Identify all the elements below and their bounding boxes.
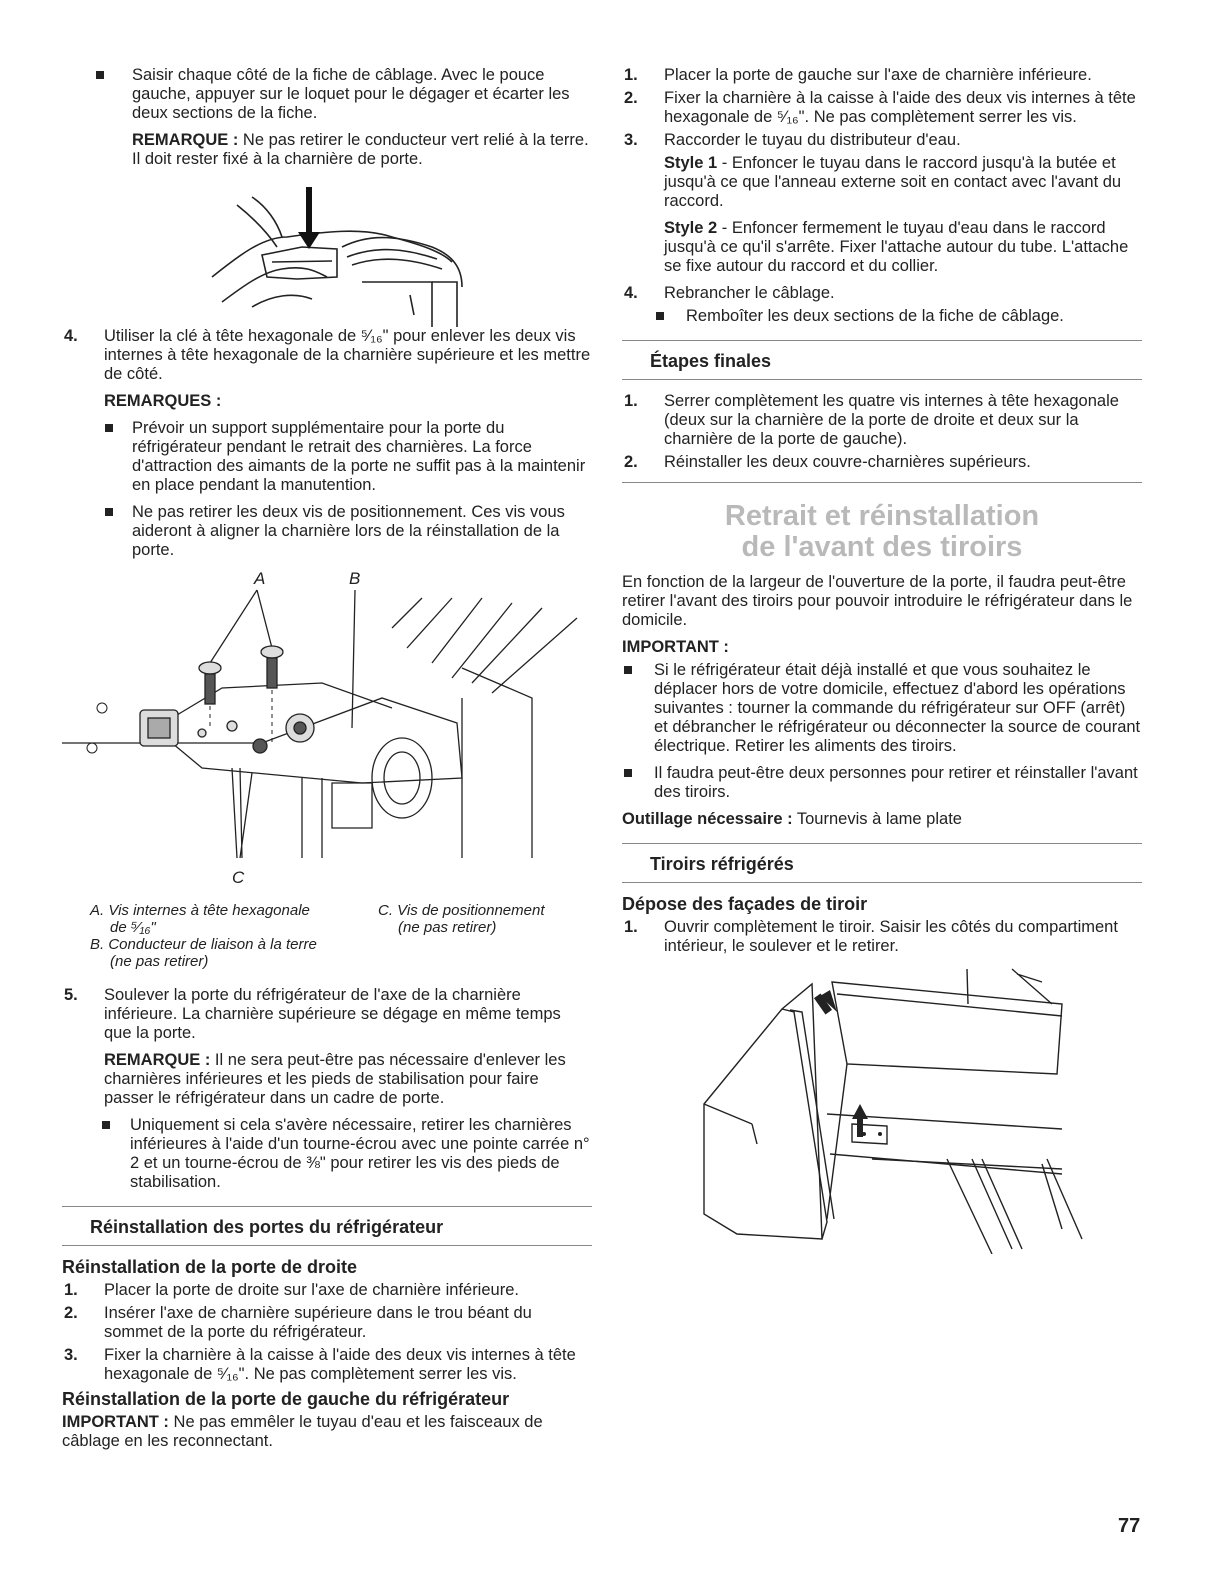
figure-caption	[62, 902, 592, 986]
remarques-heading: REMARQUES :	[104, 392, 222, 410]
remark-support: Prévoir un support supplémentaire pour la porte du réfrigérateur pendant le retrait des charnières. La force d'attraction des aimants de la porte ne suffit pas à la maintenir en place pendant la manutention.	[62, 419, 592, 495]
heading-right-door: Réinstallation de la porte de droite	[62, 1257, 358, 1277]
step-5: 5. Soulever la porte du réfrigérateur de l'axe de la charnière inférieure. La charnière supérieure se dégage en même temps que la porte.	[64, 986, 561, 1042]
important-bullet-1: Si le réfrigérateur était déjà installé et que vous souhaitez le déplacer hors de votre domicile, effectuez d'abord les opérations suivantes : tourner la commande du réfrigérateur sur OFF (arrêt) et débrancher le réfrigérateur ou déconnecter la source de courant électrique. Retirer les aliments des tiroirs.	[622, 661, 1142, 756]
important-left-door: IMPORTANT : Ne pas emmêler le tuyau d'eau et les faisceaux de câblage en les reconnectant.	[62, 1413, 543, 1450]
hinge-illustration	[62, 568, 592, 898]
drawer-step-1: 1. Ouvrir complètement le tiroir. Saisir les côtés du compartiment intérieur, le soulever et le retirer.	[624, 918, 1118, 955]
remark-screws: Ne pas retirer les deux vis de positionnement. Ces vis vous aideront à aligner la charnière lors de la réinstallation de la porte.	[62, 503, 592, 560]
page-number: 77	[1118, 1515, 1141, 1537]
section-reinstall-doors: Réinstallation des portes du réfrigérateur	[62, 1206, 592, 1246]
left-column	[62, 66, 592, 1459]
note-ground-wire: REMARQUE : Ne pas retirer le conducteur vert relié à la terre. Il doit rester fixé à la charnière de porte.	[132, 131, 589, 168]
drawer-intro: En fonction de la largeur de l'ouverture de la porte, il faudra peut-être retirer l'avant des tiroirs pour pouvoir introduire le réfrigérateur dans le domicile.	[622, 573, 1133, 629]
bullet-reconnect-plug: Remboîter les deux sections de la fiche de câblage.	[622, 307, 1142, 326]
caption-c: C. Vis de positionnement	[378, 902, 545, 919]
heading-left-door: Réinstallation de la porte de gauche du réfrigérateur	[62, 1389, 510, 1409]
final-step-1: 1. Serrer complètement les quatre vis internes à tête hexagonale (deux sur la charnière de la porte de droite et deux sur la charnière de la porte de gauche).	[624, 392, 1119, 448]
wiring-plug-illustration	[62, 177, 592, 327]
tools-needed: Outillage nécessaire : Tournevis à lame plate	[622, 810, 962, 828]
final-step-2: 2. Réinstaller les deux couvre-charnières supérieurs.	[624, 453, 1031, 471]
right-door-step-2: 2. Insérer l'axe de charnière supérieure dans le trou béant du sommet de la porte du réfrigérateur.	[64, 1304, 532, 1341]
figure-label-c: C	[232, 868, 245, 887]
heading-drawer-removal: Dépose des façades de tiroir	[622, 894, 868, 914]
caption-b: B. Conducteur de liaison à la terre	[90, 936, 317, 953]
bullet-unplug: Saisir chaque côté de la fiche de câblage. Avec le pouce gauche, appuyer sur le loquet pour le dégager et écarter les deux sections de la fiche.	[62, 66, 592, 123]
caption-c-note: (ne pas retirer)	[398, 919, 497, 936]
left-door-step-3: 3. Raccorder le tuyau du distributeur d'eau.	[624, 131, 961, 149]
left-door-step-2: 2. Fixer la charnière à la caisse à l'aide des deux vis internes à tête hexagonale de ⁵⁄₁₆". Ne pas complètement serrer les vis.	[624, 89, 1136, 126]
left-door-step-4: 4. Rebrancher le câblage.	[624, 284, 835, 302]
section-final-steps: Étapes finales	[622, 340, 1142, 380]
style-1: Style 1 - Enfoncer le tuyau dans le raccord jusqu'à la butée et jusqu'à ce que l'anneau externe soit en contact avec l'avant du raccord.	[664, 154, 1122, 210]
style-2: Style 2 - Enfoncer fermement le tuyau d'eau dans le raccord jusqu'à ce qu'il s'arrête. Fixer l'attache autour du tube. L'attache se fixe autour du raccord et du collier.	[664, 219, 1129, 275]
important-bullet-2: Il faudra peut-être deux personnes pour retirer et réinstaller l'avant des tiroirs.	[622, 764, 1142, 802]
caption-a: A. Vis internes à tête hexagonale	[90, 902, 310, 919]
drawer-section-title: Retrait et réinstallation de l'avant des tiroirs	[724, 500, 1040, 563]
section-refrigerated-drawers: Tiroirs réfrigérés	[622, 843, 1142, 883]
left-door-step-1: 1. Placer la porte de gauche sur l'axe de charnière inférieure.	[624, 66, 1092, 84]
right-column	[622, 66, 1142, 1254]
figure-label-a: A	[254, 569, 266, 588]
caption-b-note: (ne pas retirer)	[110, 953, 209, 970]
bullet-remove-hinges: Uniquement si cela s'avère nécessaire, retirer les charnières inférieures à l'aide d'un tourne-écrou avec une pointe carrée n° 2 et un tourne-écrou de ⅜" pour retirer les vis des pieds de stabilisation.	[62, 1116, 592, 1192]
important-heading: IMPORTANT :	[622, 638, 729, 656]
right-door-step-3: 3. Fixer la charnière à la caisse à l'aide des deux vis internes à tête hexagonale de ⁵⁄₁₆". Ne pas complètement serrer les vis.	[64, 1346, 576, 1383]
right-door-step-1: 1. Placer la porte de droite sur l'axe de charnière inférieure.	[64, 1281, 519, 1299]
step-4: 4. Utiliser la clé à tête hexagonale de ⁵⁄₁₆" pour enlever les deux vis internes à tête hexagonale de la charnière supérieure et les mettre de côté.	[64, 327, 591, 383]
figure-label-b: B	[349, 569, 361, 588]
drawer-illustration	[622, 964, 1142, 1254]
note-lower-hinges: REMARQUE : Il ne sera peut-être pas nécessaire d'enlever les charnières inférieures et les pieds de stabilisation pour faire passer le réfrigérateur dans un cadre de porte.	[104, 1051, 566, 1107]
caption-a-size: de ⁵⁄₁₆"	[110, 919, 156, 936]
